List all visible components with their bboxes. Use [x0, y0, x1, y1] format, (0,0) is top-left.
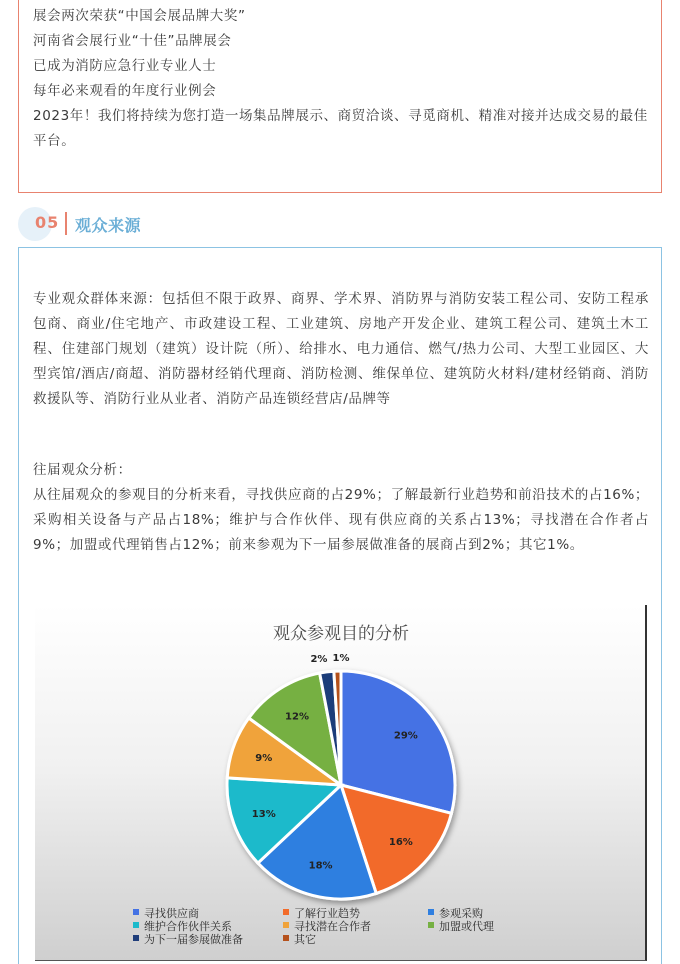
intro-line: 每年必来观看的年度行业例会: [33, 83, 217, 99]
pie-data-label: 2%: [310, 654, 328, 666]
pie-data-label: 1%: [332, 653, 350, 665]
legend-label: 其它: [294, 933, 316, 946]
section-header: [18, 207, 318, 241]
audience-panel: [18, 247, 662, 964]
intro-line: 2023年！我们将持续为您打造一场集品牌展示、商贸洽谈、寻觅商机、精准对接并达成交易的最佳平台。: [33, 108, 648, 149]
legend-label: 了解行业趋势: [294, 907, 360, 920]
intro-line: 已成为消防应急行业专业人士: [33, 58, 217, 74]
legend-swatch: [133, 909, 139, 915]
legend-swatch: [428, 909, 434, 915]
intro-text: [33, 4, 648, 154]
analysis-heading: 往届观众分析：: [33, 462, 132, 478]
legend-item: [283, 920, 371, 933]
legend-label: 加盟或代理: [439, 920, 494, 933]
legend-item: [283, 907, 360, 920]
legend-label: 参观采购: [439, 907, 483, 920]
legend-item: [283, 933, 316, 946]
intro-line: 河南省会展行业“十佳”品牌展会: [33, 33, 232, 49]
legend-label: 为下一届参展做准备: [144, 933, 243, 946]
legend-swatch: [283, 922, 289, 928]
intro-line: 展会两次荣获“中国会展品牌大奖”: [33, 8, 246, 24]
section-number: 05: [35, 213, 60, 232]
legend-swatch: [428, 922, 434, 928]
legend-swatch: [133, 922, 139, 928]
legend-swatch: [283, 935, 289, 941]
legend-label: 寻找潜在合作者: [294, 920, 371, 933]
pie-data-label: 18%: [308, 860, 333, 872]
section-divider: [65, 212, 67, 235]
section-title: 观众来源: [75, 216, 142, 235]
legend-item: [133, 933, 243, 946]
legend-item: [133, 907, 199, 920]
legend-swatch: [283, 909, 289, 915]
legend-label: 寻找供应商: [144, 907, 199, 920]
audience-source-text: 专业观众群体来源：包括但不限于政界、商界、学术界、消防界与消防安装工程公司、安防工程承包商、商业/住宅地产、市政建设工程、工业建筑、房地产开发企业、建筑工程公司、建筑土木工程、住建部门规划（建筑）设计院（所）、给排水、电力通信、燃气/热力公司、大型工业园区、大型宾馆/酒店/商超、消防器材经销代理商、消防检测、维保单位、建筑防火材料/建材经销商、消防救援队等、消防行业从业者、消防产品连锁经营店/品牌等: [33, 291, 649, 407]
chart-title: 观众参观目的分析: [273, 624, 409, 644]
legend-item: [428, 920, 494, 933]
legend-label: 维护合作伙伴关系: [144, 920, 232, 933]
legend-item: [428, 907, 483, 920]
pie-data-label: 9%: [255, 753, 273, 765]
pie-data-label: 16%: [388, 837, 413, 849]
legend-item: [133, 920, 232, 933]
pie-chart: [35, 605, 647, 961]
pie-data-label: 29%: [393, 730, 418, 742]
legend-swatch: [133, 935, 139, 941]
pie-data-label: 12%: [285, 711, 309, 723]
intro-panel: [18, 0, 662, 193]
pie-data-label: 13%: [251, 808, 276, 820]
analysis-text: 从往届观众的参观目的分析来看，寻找供应商的占29%；了解最新行业趋势和前沿技术的占16%；采购相关设备与产品占18%；维护与合作伙伴、现有供应商的关系占13%；寻找潜在合作者占9%；加盟或代理销售占12%；前来参观为下一届参展做准备的展商占到2%；其它1%。: [33, 487, 649, 553]
